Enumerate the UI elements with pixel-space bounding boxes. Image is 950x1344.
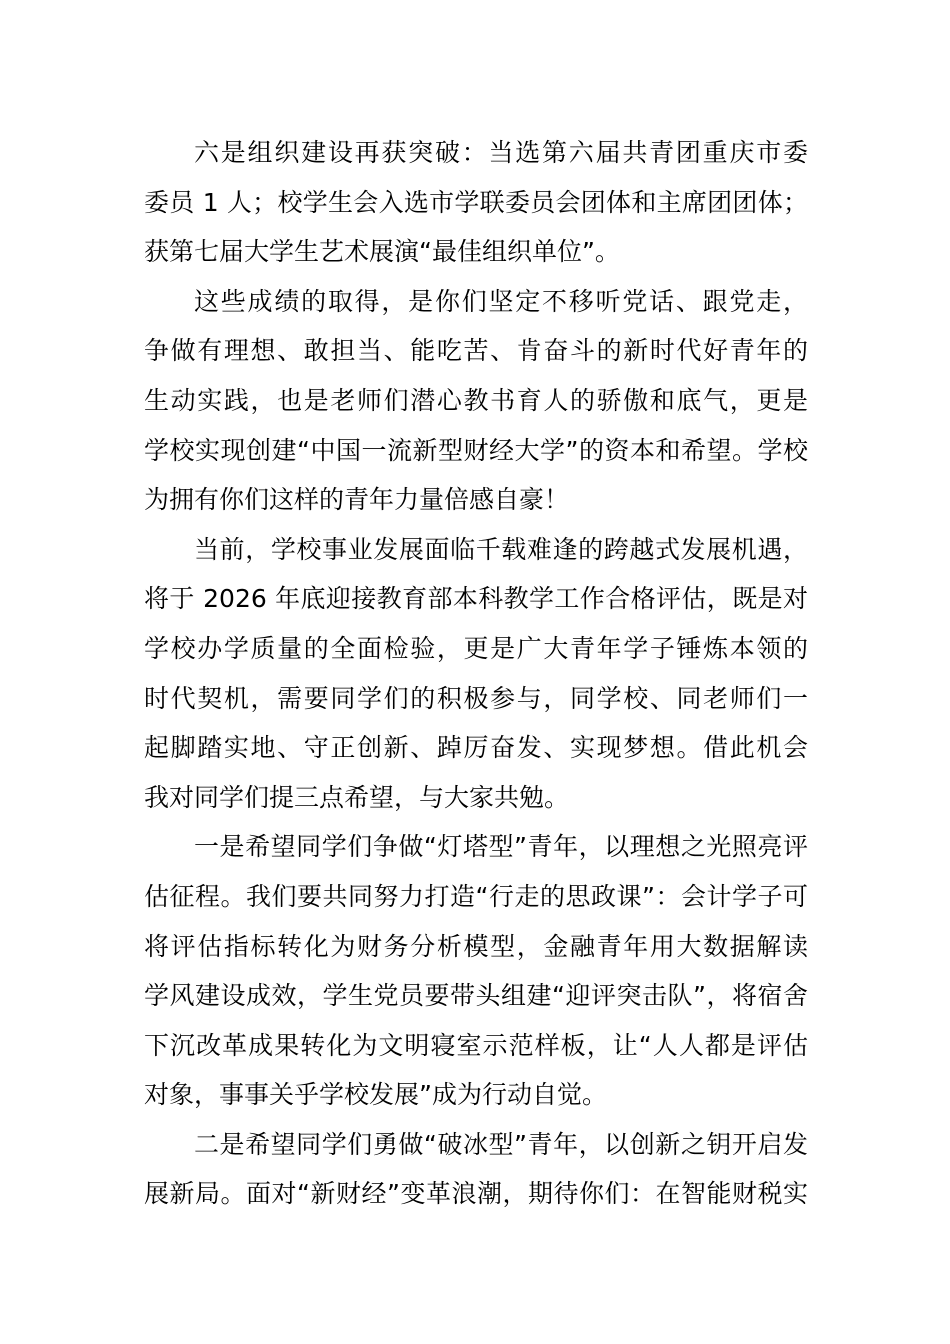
text-line: 展新局。面对“新财经”变革浪潮，期待你们：在智能财税实 [144,1179,808,1209]
paragraph-hope-two [144,1120,808,1219]
text-line: 一是希望同学们争做“灯塔型”青年，以理想之光照亮评 [194,832,808,862]
text-line: 委员 1 人；校学生会入选市学联委员会团体和主席团团体； [144,187,808,217]
text-line: 起脚踏实地、守正创新、踔厉奋发、实现梦想。借此机会 [144,733,808,763]
text-line: 二是希望同学们勇做“破冰型”青年，以创新之钥开启发 [194,1129,808,1159]
text-line: 时代契机，需要同学们的积极参与，同学校、同老师们一 [144,683,808,713]
text-line: 这些成绩的取得，是你们坚定不移听党话、跟党走， [194,286,808,316]
text-line: 当前，学校事业发展面临千载难逢的跨越式发展机遇， [194,534,808,564]
paragraph-hope-one [144,822,808,1120]
text-line: 学风建设成效，学生党员要带头组建“迎评突击队”，将宿舍 [144,981,808,1011]
text-line: 将评估指标转化为财务分析模型，金融青年用大数据解读 [144,931,808,961]
paragraph-current-opportunity [144,525,808,823]
text-line: 我对同学们提三点希望，与大家共勉。 [144,782,570,812]
text-line: 下沉改革成果转化为文明寝室示范样板，让“人人都是评估 [144,1030,808,1060]
paragraph-achievements-summary [144,277,808,525]
text-line: 六是组织建设再获突破：当选第六届共青团重庆市委 [194,138,808,167]
text-line: 获第七届大学生艺术展演“最佳组织单位”。 [144,237,620,267]
text-line: 争做有理想、敢担当、能吃苦、肯奋斗的新时代好青年的 [144,336,808,366]
text-line: 估征程。我们要共同努力打造“行走的思政课”：会计学子可 [144,881,808,911]
text-line: 将于 2026 年底迎接教育部本科教学工作合格评估，既是对 [144,584,808,614]
text-line: 为拥有你们这样的青年力量倍感自豪！ [144,485,570,515]
document-body [144,128,808,1219]
text-line: 学校办学质量的全面检验，更是广大青年学子锤炼本领的 [144,633,808,663]
paragraph-organization-achievements [144,128,808,277]
text-line: 学校实现创建“中国一流新型财经大学”的资本和希望。学校 [144,435,808,465]
text-line: 对象，事事关乎学校发展”成为行动自觉。 [144,1080,607,1110]
text-line: 生动实践，也是老师们潜心教书育人的骄傲和底气，更是 [144,385,808,415]
